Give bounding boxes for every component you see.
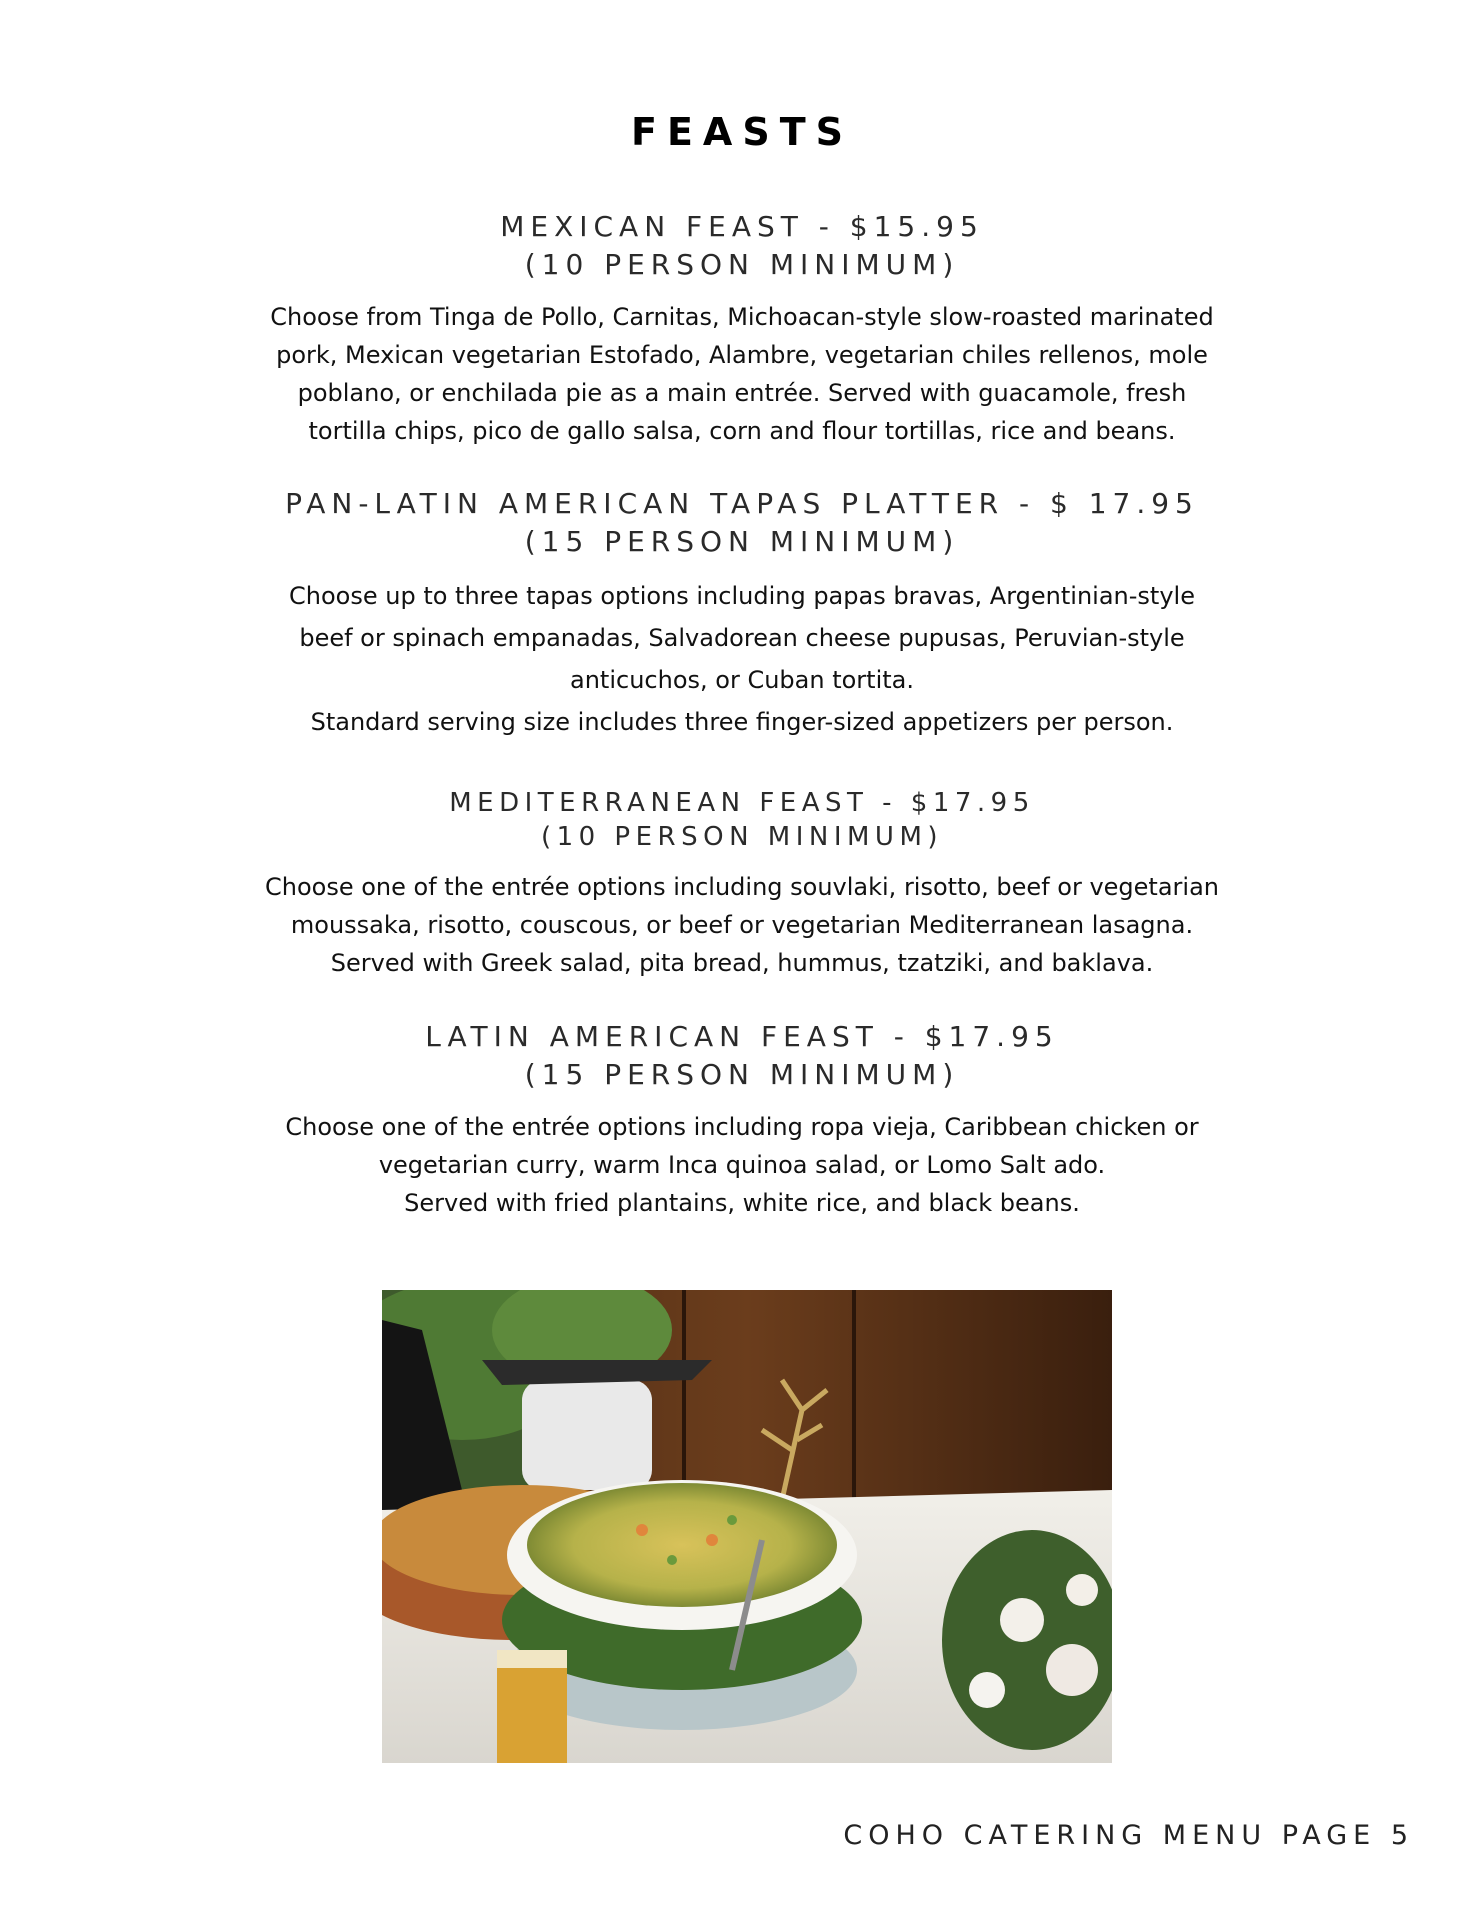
feast-description — [160, 575, 1324, 743]
description-line: Served with fried plantains, white rice, and black beans. — [404, 1189, 1080, 1217]
feast-description — [160, 298, 1324, 450]
feast-description — [160, 868, 1324, 982]
description-line: Standard serving size includes three finger-sized appetizers per person. — [310, 708, 1174, 736]
feast-description — [160, 1108, 1324, 1222]
description-line: Choose one of the entrée options including souvlaki, risotto, beef or vegetarian — [265, 873, 1219, 901]
page-title: FEASTS — [631, 110, 853, 154]
description-line: vegetarian curry, warm Inca quinoa salad, or Lomo Salt ado. — [378, 1151, 1106, 1179]
description-line: moussaka, risotto, couscous, or beef or vegetarian Mediterranean lasagna. — [290, 911, 1194, 939]
description-line: Choose up to three tapas options including papas bravas, Argentinian-style — [289, 582, 1195, 610]
description-line: poblano, or enchilada pie as a main entrée. Served with guacamole, fresh — [297, 379, 1187, 407]
feast-minimum: (10 PERSON MINIMUM) — [540, 822, 944, 852]
feast-name-price: LATIN AMERICAN FEAST - $17.95 — [425, 1020, 1059, 1053]
description-line: pork, Mexican vegetarian Estofado, Alambre, vegetarian chiles rellenos, mole — [276, 341, 1208, 369]
feast-minimum: (10 PERSON MINIMUM) — [524, 248, 960, 281]
feast-name-price: MEDITERRANEAN FEAST - $17.95 — [449, 788, 1035, 818]
feast-mediterranean — [160, 786, 1324, 982]
description-line: anticuchos, or Cuban tortita. — [570, 666, 914, 694]
feast-heading — [160, 1018, 1324, 1094]
feast-tapas-platter — [160, 485, 1324, 743]
description-line: tortilla chips, pico de gallo salsa, corn and flour tortillas, rice and beans. — [308, 417, 1176, 445]
description-line: Choose from Tinga de Pollo, Carnitas, Michoacan-style slow-roasted marinated — [270, 303, 1214, 331]
feast-name-price: MEXICAN FEAST - $15.95 — [500, 210, 984, 243]
description-line: beef or spinach empanadas, Salvadorean cheese pupusas, Peruvian-style — [299, 624, 1185, 652]
buffet-photo — [382, 1290, 1112, 1763]
feast-minimum: (15 PERSON MINIMUM) — [524, 525, 960, 558]
page-footer: COHO CATERING MENU PAGE 5 — [843, 1820, 1414, 1851]
feast-latin-american — [160, 1018, 1324, 1222]
feast-heading — [160, 786, 1324, 854]
description-line: Served with Greek salad, pita bread, hummus, tzatziki, and baklava. — [330, 949, 1154, 977]
feast-mexican — [160, 208, 1324, 450]
feast-name-price: PAN-LATIN AMERICAN TAPAS PLATTER - $ 17.95 — [285, 487, 1199, 520]
feast-heading — [160, 485, 1324, 561]
feast-minimum: (15 PERSON MINIMUM) — [524, 1058, 960, 1091]
feast-heading — [160, 208, 1324, 284]
description-line: Choose one of the entrée options including ropa vieja, Caribbean chicken or — [285, 1113, 1199, 1141]
